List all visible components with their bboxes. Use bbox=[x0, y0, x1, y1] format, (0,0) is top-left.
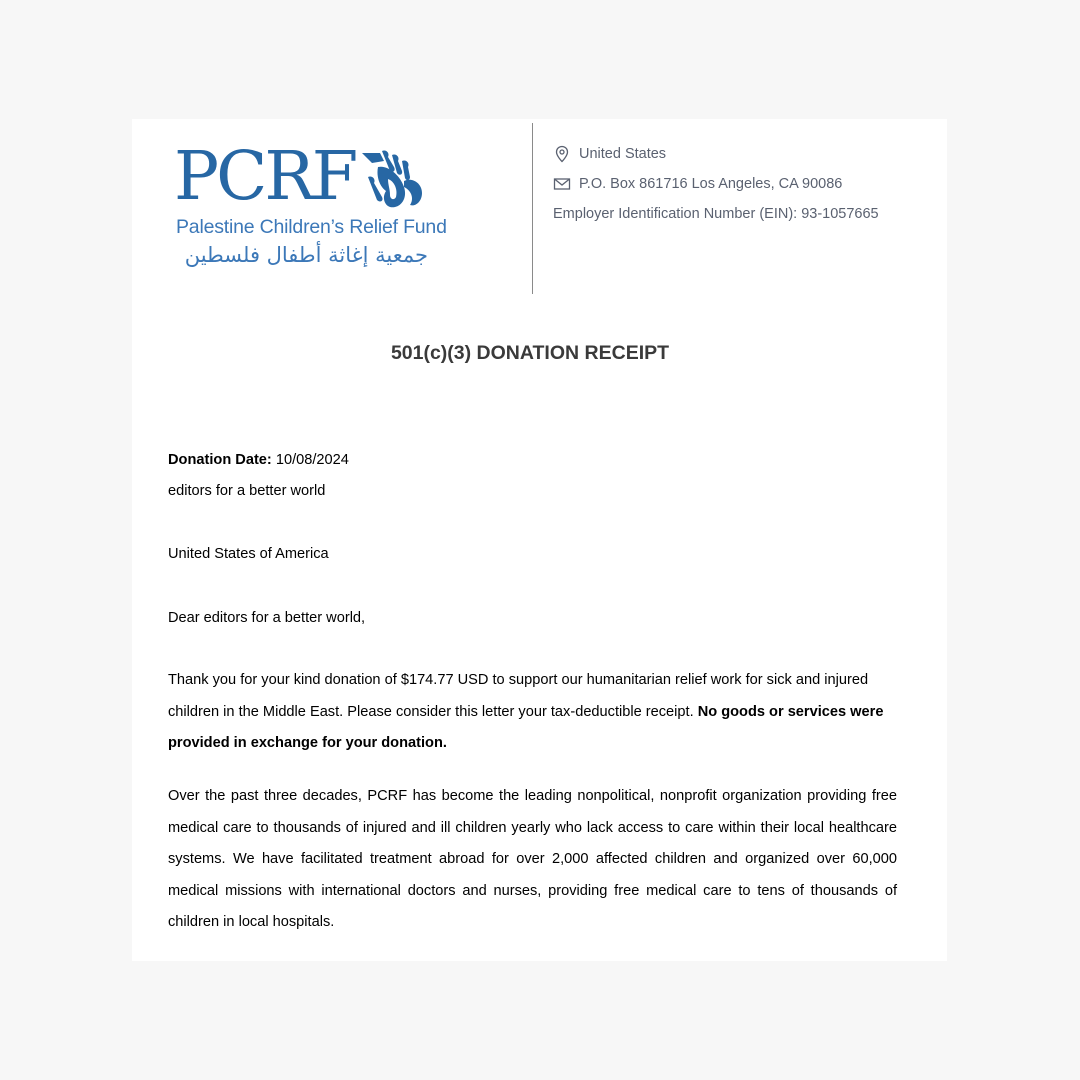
thank-you-paragraph bbox=[168, 665, 897, 760]
logo-english-name: Palestine Children’s Relief Fund bbox=[176, 216, 447, 238]
about-pcrf-paragraph: Over the past three decades, PCRF has become the leading nonpolitical, nonprofit organization providing free medical care to thousands of injured and ill children yearly who lack access to care within their local healthcare systems. We have facilitated treatment abroad for over 2,000 affected children and organized over 60,000 medical missions with international doctors and nurses, providing free medical care to tens of thousands of children in local hospitals. bbox=[168, 788, 897, 931]
contact-country bbox=[553, 145, 666, 163]
thank-you-text: Thank you for your kind donation of $174.77 USD to support our humanitarian relief work for sick and injured children in the Middle East. Please consider this letter your tax-deductible receipt. bbox=[168, 672, 869, 720]
receipt-title: 501(c)(3) DONATION RECEIPT bbox=[390, 342, 670, 364]
donor-name: editors for a better world bbox=[168, 483, 326, 499]
map-pin-icon bbox=[553, 145, 571, 163]
no-goods-statement: No goods or services were provided in exchange for your donation. bbox=[168, 703, 884, 752]
contact-ein-text: Employer Identification Number (EIN): 93-1057665 bbox=[553, 206, 879, 222]
pcrf-logo bbox=[174, 137, 447, 295]
envelope-icon bbox=[553, 175, 571, 193]
header-divider bbox=[532, 123, 533, 294]
contact-address bbox=[553, 175, 842, 193]
logo-wordmark: PCRF bbox=[174, 137, 356, 215]
donation-date-label: Donation Date: bbox=[168, 452, 272, 468]
donor-country: United States of America bbox=[168, 546, 329, 562]
contact-address-text: P.O. Box 861716 Los Angeles, CA 90086 bbox=[579, 176, 843, 192]
receipt-document bbox=[132, 119, 947, 961]
logo-arabic-name: جمعية إغاثة أطفال فلسطين bbox=[184, 243, 428, 267]
salutation: Dear editors for a better world, bbox=[168, 610, 366, 626]
donation-date bbox=[168, 450, 349, 470]
contact-country-text: United States bbox=[579, 146, 667, 162]
hands-icon bbox=[360, 147, 426, 211]
donation-date-value: 10/08/2024 bbox=[275, 452, 349, 468]
contact-ein bbox=[553, 205, 879, 223]
